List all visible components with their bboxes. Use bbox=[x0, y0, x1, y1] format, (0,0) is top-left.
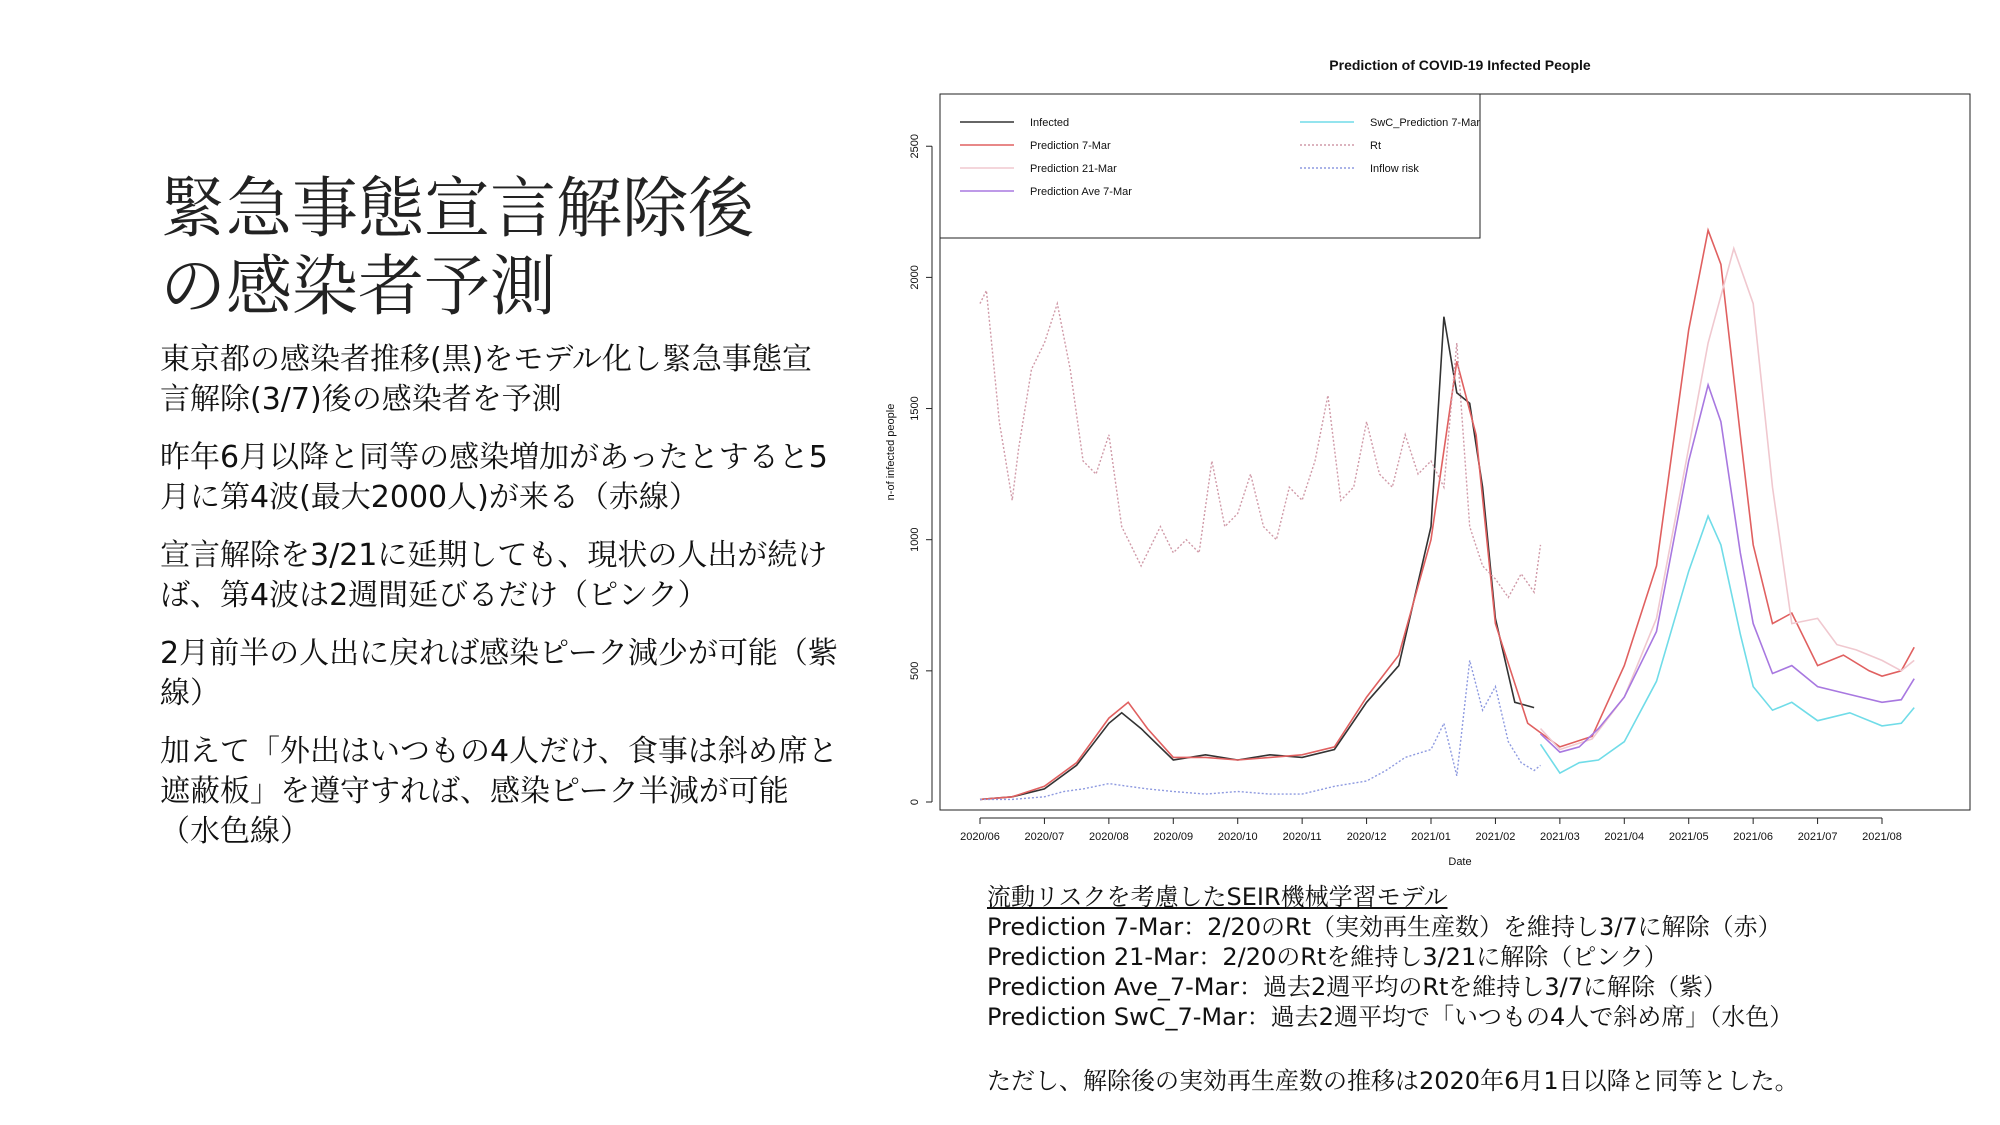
series-line-prediction-ave-7-mar bbox=[1541, 385, 1915, 752]
bullet-list bbox=[160, 340, 840, 870]
x-tick-label: 2021/08 bbox=[1862, 831, 1902, 843]
y-axis bbox=[909, 134, 932, 805]
legend-label: SwC_Prediction 7-Mar bbox=[1370, 117, 1481, 129]
notes-footer: ただし、解除後の実効再生産数の推移は2020年6月1日以降と同等とした。 bbox=[987, 1067, 1799, 1095]
y-tick-label: 0 bbox=[909, 798, 921, 806]
notes-line: Prediction Ave_7-Mar：過去2週平均のRtを維持し3/7に解除（紫） bbox=[987, 973, 1728, 1001]
x-tick-label: 2020/07 bbox=[1024, 831, 1065, 843]
x-tick-label: 2021/04 bbox=[1604, 831, 1645, 843]
x-tick-label: 2021/07 bbox=[1797, 831, 1838, 843]
slide-title-line1: 緊急事態宣言解除後 bbox=[160, 170, 754, 247]
x-tick-label: 2021/06 bbox=[1733, 831, 1774, 843]
series-layer bbox=[980, 230, 1914, 799]
x-tick-label: 2020/08 bbox=[1088, 831, 1129, 843]
legend-label: Infected bbox=[1030, 117, 1070, 129]
notes-line: Prediction 21-Mar：2/20のRtを維持し3/21に解除（ピンク） bbox=[987, 943, 1668, 971]
bullet-item: 2月前半の人出に戻れば感染ピーク減少が可能（紫線） bbox=[160, 636, 838, 711]
series-line-infected bbox=[980, 317, 1534, 800]
y-tick-label: 1500 bbox=[909, 396, 921, 421]
legend-label: Prediction Ave 7-Mar bbox=[1030, 186, 1132, 198]
legend-label: Inflow risk bbox=[1370, 163, 1419, 175]
x-tick-label: 2020/11 bbox=[1282, 831, 1322, 843]
x-tick-label: 2020/06 bbox=[960, 831, 1000, 843]
series-line-swc-prediction-7-mar bbox=[1541, 516, 1915, 773]
y-axis-label: n-of infected people bbox=[885, 403, 897, 501]
chart-title: Prediction of COVID-19 Infected People bbox=[1329, 57, 1591, 73]
notes-heading: 流動リスクを考慮したSEIR機械学習モデル bbox=[987, 883, 1448, 911]
bullet-item: 東京都の感染者推移(黒)をモデル化し緊急事態宣言解除(3/7)後の感染者を予測 bbox=[160, 342, 812, 417]
y-tick-label: 2000 bbox=[909, 265, 921, 290]
legend-label: Prediction 7-Mar bbox=[1030, 140, 1111, 152]
slide-title-line2: の感染者予測 bbox=[160, 248, 556, 325]
notes-line: Prediction SwC_7-Mar：過去2週平均で「いつもの4人で斜め席」（水色） bbox=[987, 1003, 1794, 1031]
x-tick-label: 2020/10 bbox=[1217, 831, 1258, 843]
x-tick-label: 2021/05 bbox=[1668, 831, 1709, 843]
legend-label: Rt bbox=[1370, 140, 1381, 152]
covid-prediction-chart bbox=[880, 50, 1980, 880]
x-tick-label: 2021/01 bbox=[1411, 831, 1451, 843]
y-tick-label: 2500 bbox=[909, 133, 921, 159]
bullet-item: 宣言解除を3/21に延期しても、現状の人出が続けば、第4波は2週間延びるだけ（ピンク） bbox=[160, 538, 828, 613]
notes-line: Prediction 7-Mar：2/20のRt（実効再生産数）を維持し3/7に解除（赤） bbox=[987, 913, 1782, 941]
bullet-item: 加えて「外出はいつもの4人だけ、食事は斜め席と遮蔽板」を遵守すれば、感染ピーク半減が可能（水色線） bbox=[160, 734, 838, 849]
legend-label: Prediction 21-Mar bbox=[1030, 163, 1117, 175]
series-line-inflow-risk bbox=[980, 660, 1541, 799]
chart-legend bbox=[940, 94, 1480, 238]
y-tick-label: 1000 bbox=[909, 527, 921, 552]
x-tick-label: 2020/09 bbox=[1153, 831, 1194, 843]
slide-title bbox=[160, 170, 800, 326]
y-tick-label: 500 bbox=[909, 661, 921, 681]
model-notes bbox=[987, 882, 1967, 1096]
series-line-rt bbox=[980, 291, 1541, 598]
x-tick-label: 2021/02 bbox=[1475, 831, 1516, 843]
x-tick-label: 2021/03 bbox=[1539, 831, 1580, 843]
bullet-item: 昨年6月以降と同等の感染増加があったとすると5月に第4波(最大2000人)が来る（赤線） bbox=[160, 440, 828, 515]
x-tick-label: 2020/12 bbox=[1346, 831, 1387, 843]
x-axis-label: Date bbox=[1448, 856, 1472, 868]
x-axis bbox=[960, 818, 1902, 843]
